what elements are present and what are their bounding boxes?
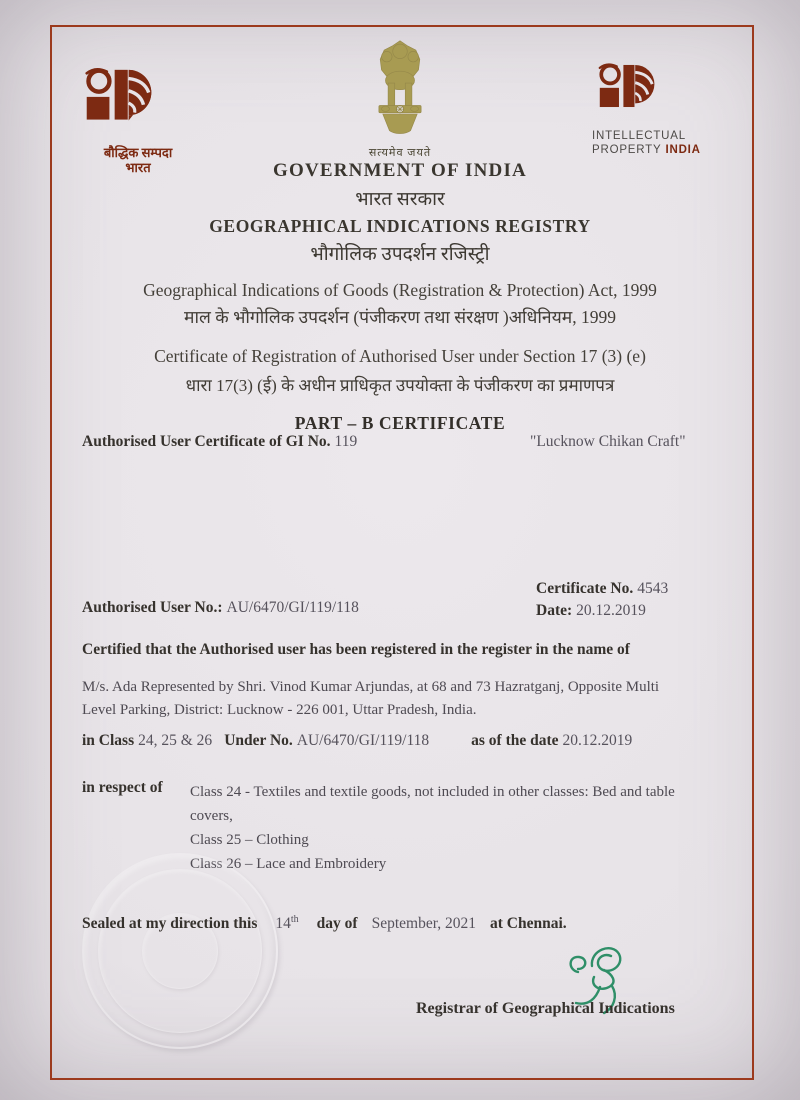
certificate-date-line [536,602,646,620]
in-respect-of-label: in respect of [82,779,163,796]
registry-title: GEOGRAPHICAL INDICATIONS REGISTRY [209,216,591,236]
national-emblem [330,38,470,160]
right-logo-accent: INDIA [665,144,701,156]
right-logo-line2: PROPERTY INDIA [592,144,701,156]
sealed-month-year: September, 2021 [371,915,476,933]
part-b-title: PART – B CERTIFICATE [294,413,506,433]
class-26-description: Class 26 – Lace and Embroidery [190,856,387,872]
gov-of-india-hindi: भारत सरकार [355,189,445,210]
emblem-motto: सत्यमेव जयते [368,147,432,159]
act-title-hindi: माल के भौगोलिक उपदर्शन (पंजीकरण तथा संरक्षण )अधिनियम, 1999 [184,307,616,327]
as-of-date-value: 20.12.2019 [562,732,633,749]
sealed-prefix: Sealed at my direction this [82,915,258,933]
registry-hindi: भौगोलिक उपदर्शन रजिस्ट्री [310,244,490,265]
registrant-details: M/s. Ada Represented by Shri. Vinod Kumar Arjundas, at 68 and 73 Hazratganj, Opposite Multi Level Parking, District: Lucknow - 226 001, Uttar Pradesh, India. [82,679,660,718]
gi-number-line [82,433,357,451]
sealed-line [82,914,567,933]
class-descriptions [190,780,718,876]
sealed-day-suffix: th [290,914,299,925]
embossed-seal [82,853,278,1049]
cert-type-title: Certificate of Registration of Authorised User under Section 17 (3) (e) [154,346,646,366]
in-class-value: 24, 25 & 26 [138,732,213,749]
under-no-label: Under No. [224,732,293,749]
certificate-no-label: Certificate No. [536,580,634,597]
act-title: Geographical Indications of Goods (Registration & Protection) Act, 1999 [143,280,657,300]
ip-india-logo-right [592,62,722,157]
certificate-date-value: 20.12.2019 [576,602,646,619]
under-no-value: AU/6470/GI/119/118 [296,732,430,749]
ip-monogram-icon [592,62,674,124]
left-logo-line2: भारत [125,160,151,175]
class-25-description: Class 25 – Clothing [190,832,309,848]
ip-monogram-icon [78,66,174,140]
class-line [82,732,722,750]
authorised-user-no-value: AU/6470/GI/119/118 [226,599,359,616]
cert-type-hindi: धारा 17(3) (ई) के अधीन प्राधिकृत उपयोक्ता के पंजीकरण का प्रमाणपत्र [185,376,615,395]
right-logo-line1: INTELLECTUAL [592,130,686,142]
class-24-description: Class 24 - Textiles and textile goods, not included in other classes: Bed and table covers, [190,784,675,824]
gi-number-label: Authorised User Certificate of GI No. [82,433,331,450]
in-class-label: in Class [82,732,135,749]
gi-number-value: 119 [334,433,358,450]
sealed-day: 14th [275,914,299,933]
registrar-title: Registrar of Geographical Indications [416,1000,675,1017]
certificate-no-value: 4543 [637,580,669,597]
certificate-no-line [536,580,668,598]
right-logo-label [592,129,722,157]
left-logo-line1: बौद्धिक सम्पदा [103,145,173,160]
gi-name: "Lucknow Chikan Craft" [530,433,686,450]
title-block [60,160,740,434]
ip-india-logo-left [78,66,198,175]
ashoka-emblem-icon [367,38,433,140]
as-of-date-label: as of the date [471,732,559,749]
gov-of-india-title: GOVERNMENT OF INDIA [273,160,527,181]
authorised-user-no-label: Authorised User No.: [82,599,223,616]
sealed-mid: day of [316,915,358,933]
authorised-user-no-line [82,599,359,617]
certificate-date-label: Date: [536,602,573,619]
sealed-place: at Chennai. [490,915,567,933]
certified-statement: Certified that the Authorised user has been registered in the register in the name of [82,641,630,658]
